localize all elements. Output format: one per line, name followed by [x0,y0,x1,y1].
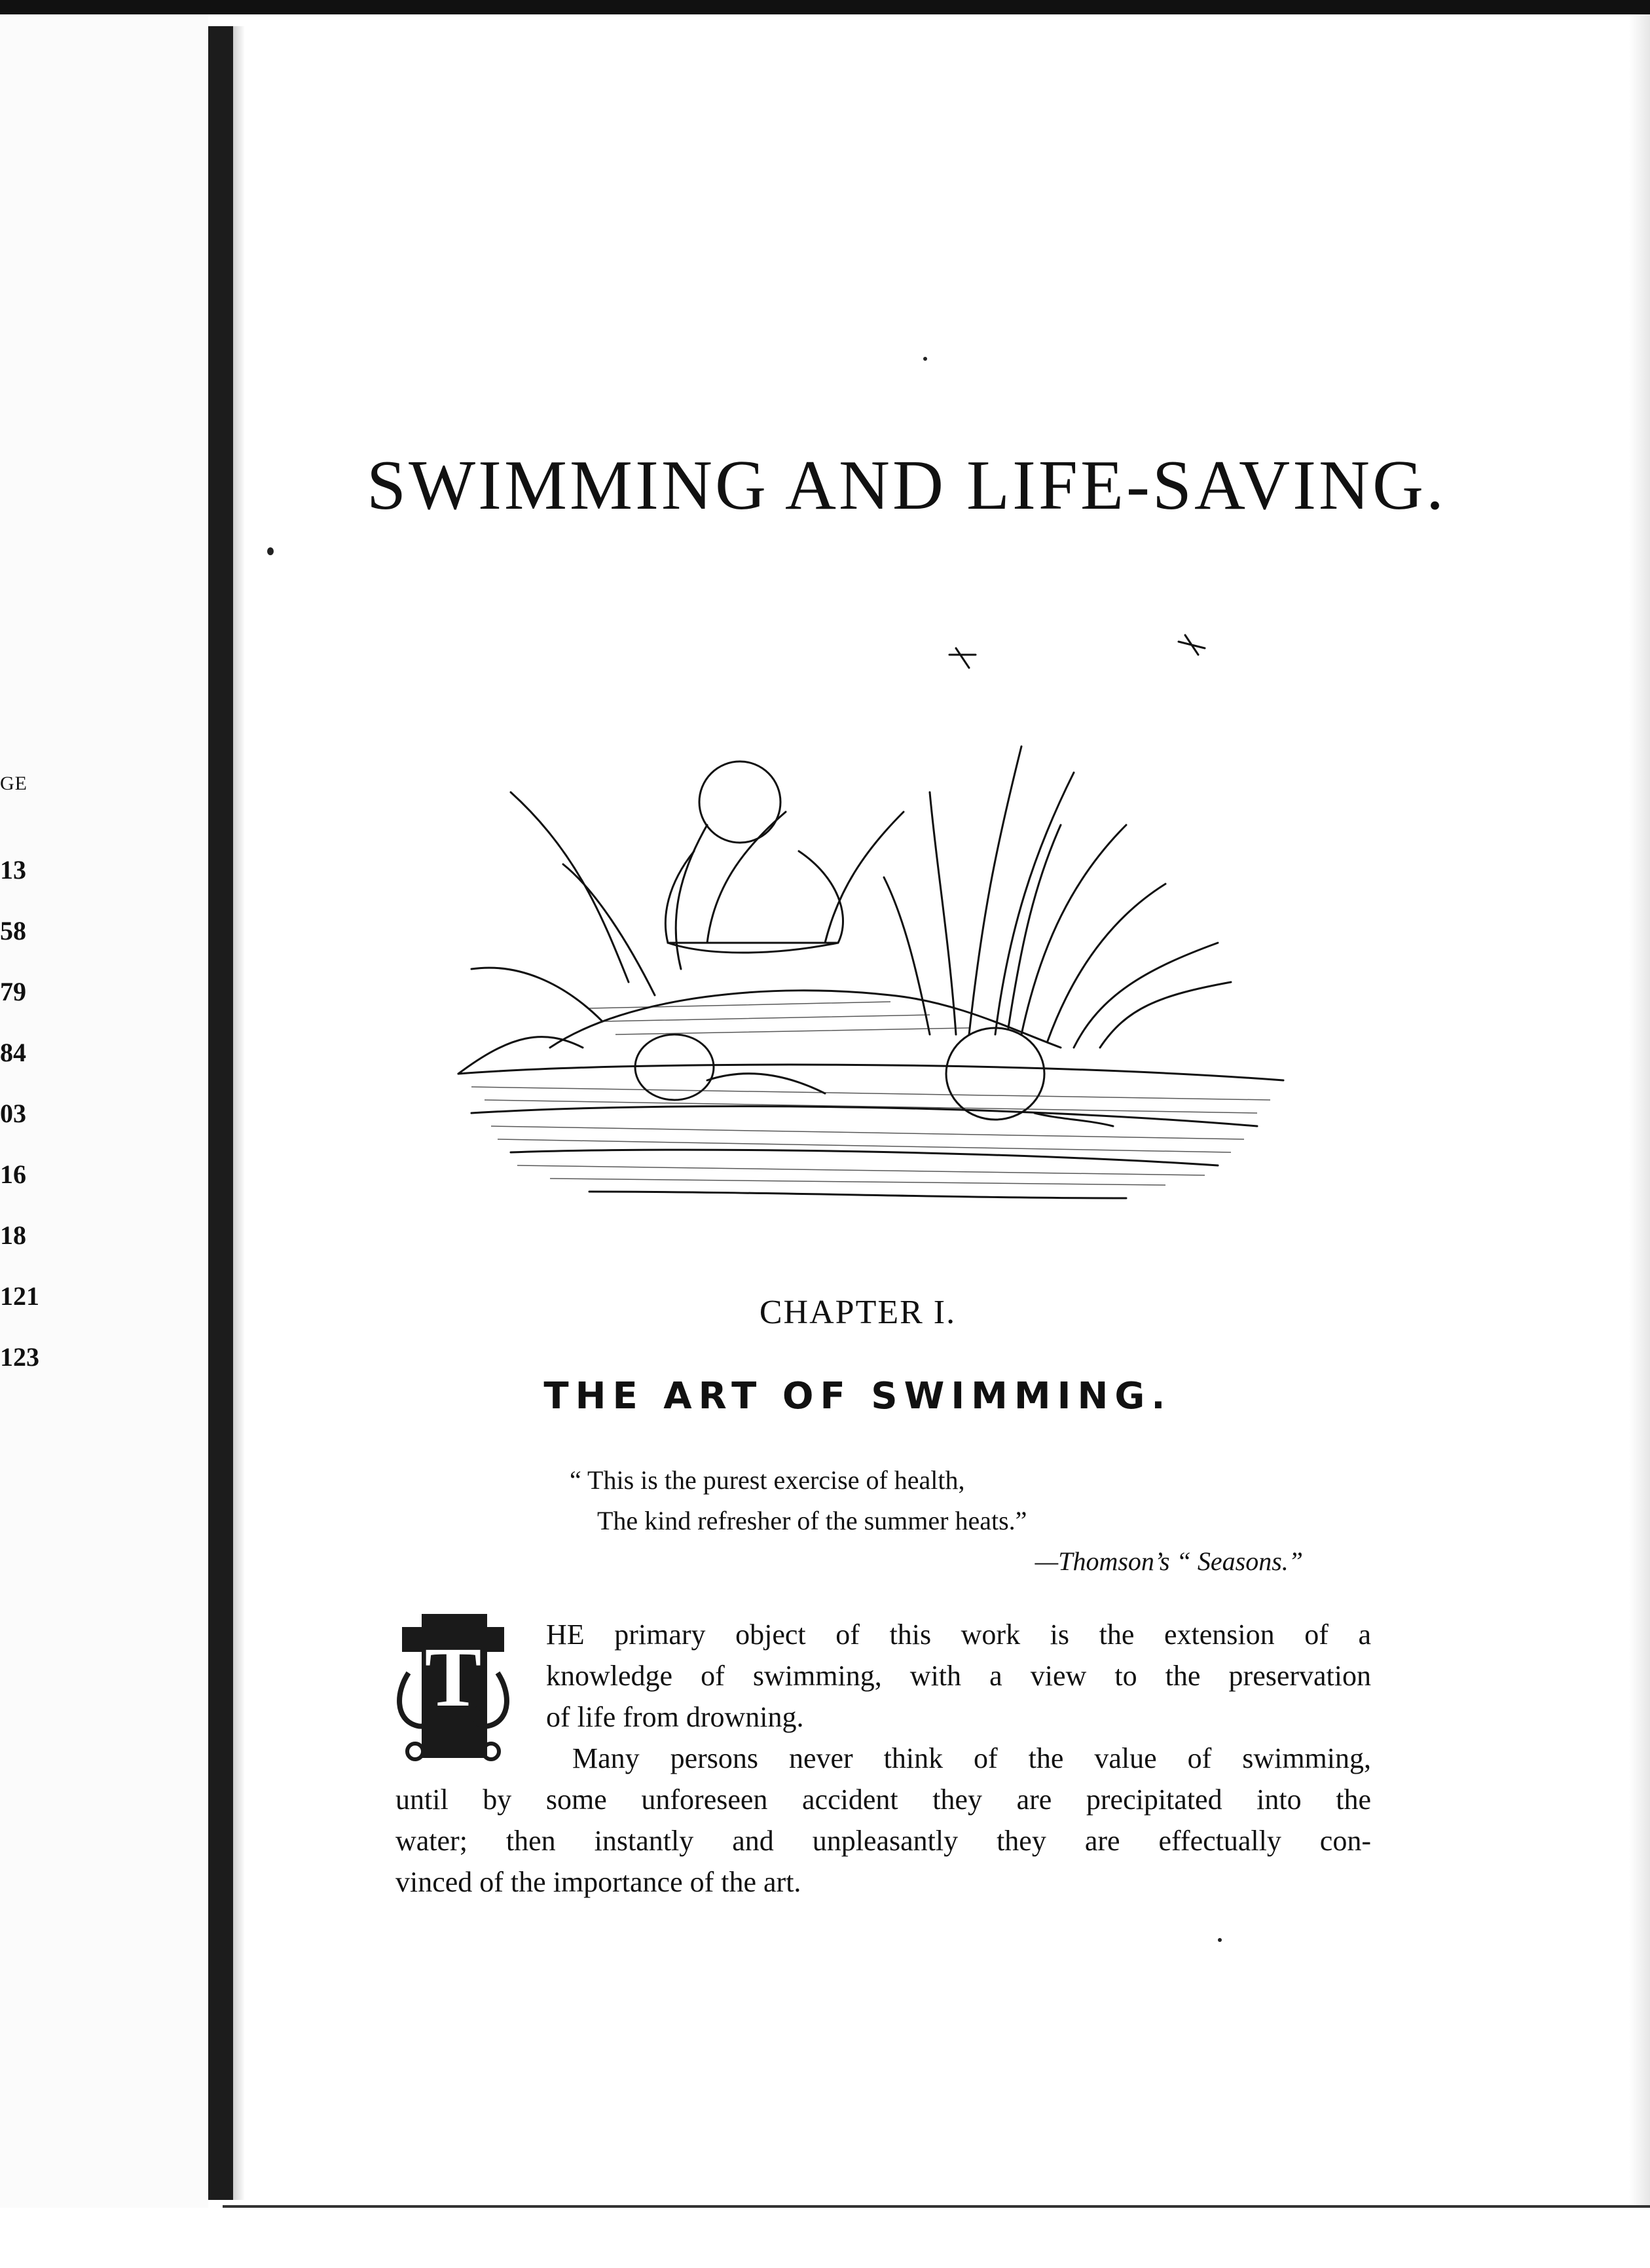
scan-margin-bottom [0,2226,1650,2268]
toc-page-number: 16 [0,1160,26,1189]
drop-cap-letter: T [424,1630,482,1725]
page-title: SWIMMING AND LIFE-SAVING. [367,447,1447,524]
epigraph-line: “ This is the purest exercise of health, [570,1465,965,1495]
page-edge-right [1629,14,1650,2208]
epigraph [570,1460,1323,1582]
body-line: Many persons never think of the value of swimming, [572,1742,1371,1774]
toc-page-number: 58 [0,916,26,945]
chapter-title: THE ART OF SWIMMING. [543,1375,1172,1418]
toc-page-number: 79 [0,977,26,1006]
print-speck [923,357,927,361]
left-page-edge [0,14,208,2208]
epigraph-attribution: —Thomson’s “ Seasons.” [1035,1546,1303,1576]
body-line: HE primary object of this work is the extension of a [546,1619,1371,1651]
toc-column-label: GE [0,773,28,794]
toc-page-number: 18 [0,1220,26,1250]
body-line: of life from drowning. [546,1701,804,1733]
body-line: water; then instantly and unpleasantly they are effectually con- [395,1825,1371,1857]
scan-border-bottom [223,2205,1650,2208]
epigraph-line: The kind refresher of the summer heats.” [597,1506,1027,1535]
print-speck [267,547,274,555]
toc-page-number: 123 [0,1342,39,1372]
toc-page-number: 13 [0,855,26,885]
body-line: vinced of the importance of the art. [395,1866,801,1898]
body-line: until by some unforeseen accident they are precipitated into the [395,1783,1371,1816]
children-in-pond-illustration [432,576,1310,1244]
gutter-shadow [233,26,245,2200]
scan-border-top [0,0,1650,14]
print-speck [1218,1938,1222,1942]
toc-page-number: 121 [0,1281,39,1311]
toc-page-number: 84 [0,1038,26,1067]
chapter-label: CHAPTER I. [759,1294,957,1331]
book-gutter [208,26,233,2200]
body-line: knowledge of swimming, with a view to the preservation [546,1660,1371,1692]
body-paragraphs [395,1614,1371,1903]
toc-page-number: 03 [0,1099,26,1128]
